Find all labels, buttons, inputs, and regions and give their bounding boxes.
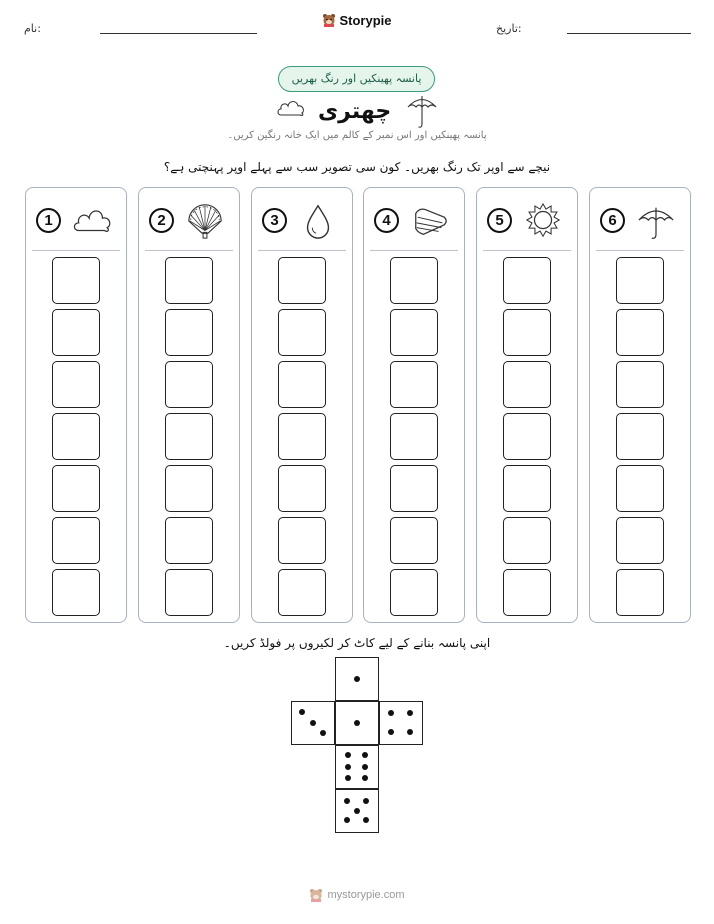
color-box[interactable] bbox=[165, 257, 213, 304]
column-number: 5 bbox=[487, 208, 512, 233]
column-number: 4 bbox=[374, 208, 399, 233]
column-header bbox=[374, 200, 456, 240]
column-3 bbox=[251, 187, 353, 623]
umbrella-icon bbox=[635, 202, 677, 240]
dice-pip bbox=[363, 817, 369, 823]
dice-pip bbox=[362, 752, 368, 758]
dice-face-6 bbox=[335, 745, 379, 789]
color-box[interactable] bbox=[616, 569, 664, 616]
column-number: 2 bbox=[149, 208, 174, 233]
dice-pip bbox=[354, 676, 360, 682]
color-box[interactable] bbox=[52, 361, 100, 408]
dice-pip bbox=[345, 764, 351, 770]
color-box[interactable] bbox=[278, 257, 326, 304]
brand-logo bbox=[0, 12, 714, 31]
color-box[interactable] bbox=[52, 413, 100, 460]
dice-pip bbox=[310, 720, 316, 726]
color-box[interactable] bbox=[390, 569, 438, 616]
title-umbrella-icon bbox=[406, 92, 438, 130]
color-box[interactable] bbox=[52, 257, 100, 304]
color-box[interactable] bbox=[390, 465, 438, 512]
bear-icon bbox=[322, 13, 336, 27]
date-line[interactable] bbox=[567, 33, 691, 34]
color-box[interactable] bbox=[278, 361, 326, 408]
column-4 bbox=[363, 187, 465, 623]
dice-pip bbox=[354, 808, 360, 814]
dice-pip bbox=[388, 729, 394, 735]
dice-pip bbox=[345, 775, 351, 781]
dice-pip bbox=[407, 729, 413, 735]
color-box[interactable] bbox=[278, 465, 326, 512]
dice-pip bbox=[299, 709, 305, 715]
column-divider bbox=[32, 250, 120, 251]
color-box[interactable] bbox=[616, 309, 664, 356]
column-number: 3 bbox=[262, 208, 287, 233]
column-header bbox=[262, 200, 344, 240]
color-box[interactable] bbox=[616, 257, 664, 304]
column-header bbox=[600, 200, 682, 240]
column-2 bbox=[138, 187, 240, 623]
color-box[interactable] bbox=[503, 465, 551, 512]
name-label: نام: bbox=[24, 22, 41, 35]
color-box[interactable] bbox=[616, 413, 664, 460]
color-box[interactable] bbox=[503, 309, 551, 356]
column-header bbox=[149, 200, 231, 240]
column-5 bbox=[476, 187, 578, 623]
column-divider bbox=[370, 250, 458, 251]
color-box[interactable] bbox=[52, 517, 100, 564]
column-divider bbox=[483, 250, 571, 251]
brand-name: Storypie bbox=[339, 12, 392, 28]
hand-fan-icon bbox=[184, 202, 226, 240]
subtitle: پانسہ پھینکیں اور اس نمبر کے کالم میں ایک خانہ رنگین کریں۔ bbox=[227, 130, 487, 141]
activity-pill: پانسہ پھینکیں اور رنگ بھریں bbox=[278, 66, 435, 92]
title-cloud-icon bbox=[276, 97, 307, 117]
column-6 bbox=[589, 187, 691, 623]
color-box[interactable] bbox=[165, 517, 213, 564]
instruction-text: نیچے سے اوپر تک رنگ بھریں۔ کون سی تصویر سب سے پہلے اوپر پہنچتی ہے؟ bbox=[163, 160, 551, 174]
water-drop-icon bbox=[297, 202, 339, 240]
dice-face-3 bbox=[291, 701, 335, 745]
color-box[interactable] bbox=[390, 413, 438, 460]
column-divider bbox=[596, 250, 684, 251]
color-box[interactable] bbox=[165, 465, 213, 512]
color-box[interactable] bbox=[278, 517, 326, 564]
column-number: 6 bbox=[600, 208, 625, 233]
color-box[interactable] bbox=[503, 413, 551, 460]
color-box[interactable] bbox=[503, 517, 551, 564]
color-box[interactable] bbox=[390, 309, 438, 356]
dice-pip bbox=[344, 817, 350, 823]
dice-pip bbox=[362, 775, 368, 781]
color-box[interactable] bbox=[278, 309, 326, 356]
dice-pip bbox=[388, 710, 394, 716]
column-header bbox=[487, 200, 569, 240]
sun-icon bbox=[522, 202, 564, 240]
dice-pip bbox=[407, 710, 413, 716]
color-box[interactable] bbox=[165, 569, 213, 616]
color-box[interactable] bbox=[165, 361, 213, 408]
date-label: تاریخ: bbox=[496, 22, 522, 35]
column-header bbox=[36, 200, 118, 240]
color-box[interactable] bbox=[52, 569, 100, 616]
color-box[interactable] bbox=[616, 361, 664, 408]
dice-pip bbox=[362, 764, 368, 770]
dice-face-5 bbox=[335, 789, 379, 833]
column-divider bbox=[258, 250, 346, 251]
dice-face-1 bbox=[335, 657, 379, 701]
color-box[interactable] bbox=[503, 569, 551, 616]
dice-pip bbox=[354, 720, 360, 726]
towel-icon bbox=[409, 202, 451, 240]
color-box[interactable] bbox=[390, 257, 438, 304]
footer-url[interactable]: mystorypie.com bbox=[327, 889, 405, 901]
cloud-icon bbox=[71, 202, 113, 240]
color-box[interactable] bbox=[390, 361, 438, 408]
dice-face-1 bbox=[335, 701, 379, 745]
color-box[interactable] bbox=[278, 569, 326, 616]
color-box[interactable] bbox=[52, 309, 100, 356]
dice-instruction: اپنی پانسہ بنانے کے لیے کاٹ کر لکیروں پر فولڈ کریں۔ bbox=[223, 636, 491, 650]
footer bbox=[0, 887, 714, 906]
dice-pip bbox=[345, 752, 351, 758]
dice-pip bbox=[344, 798, 350, 804]
page-title: چھتری bbox=[318, 99, 392, 124]
dice-pip bbox=[363, 798, 369, 804]
column-1 bbox=[25, 187, 127, 623]
color-box[interactable] bbox=[390, 517, 438, 564]
dice-face-4 bbox=[379, 701, 423, 745]
color-box[interactable] bbox=[52, 465, 100, 512]
color-box[interactable] bbox=[616, 465, 664, 512]
name-line[interactable] bbox=[100, 33, 257, 34]
color-box[interactable] bbox=[165, 309, 213, 356]
column-number: 1 bbox=[36, 208, 61, 233]
footer-bear-icon bbox=[309, 888, 323, 902]
color-box[interactable] bbox=[503, 361, 551, 408]
color-box[interactable] bbox=[503, 257, 551, 304]
color-box[interactable] bbox=[278, 413, 326, 460]
dice-pip bbox=[320, 730, 326, 736]
color-box[interactable] bbox=[616, 517, 664, 564]
color-box[interactable] bbox=[165, 413, 213, 460]
column-divider bbox=[145, 250, 233, 251]
